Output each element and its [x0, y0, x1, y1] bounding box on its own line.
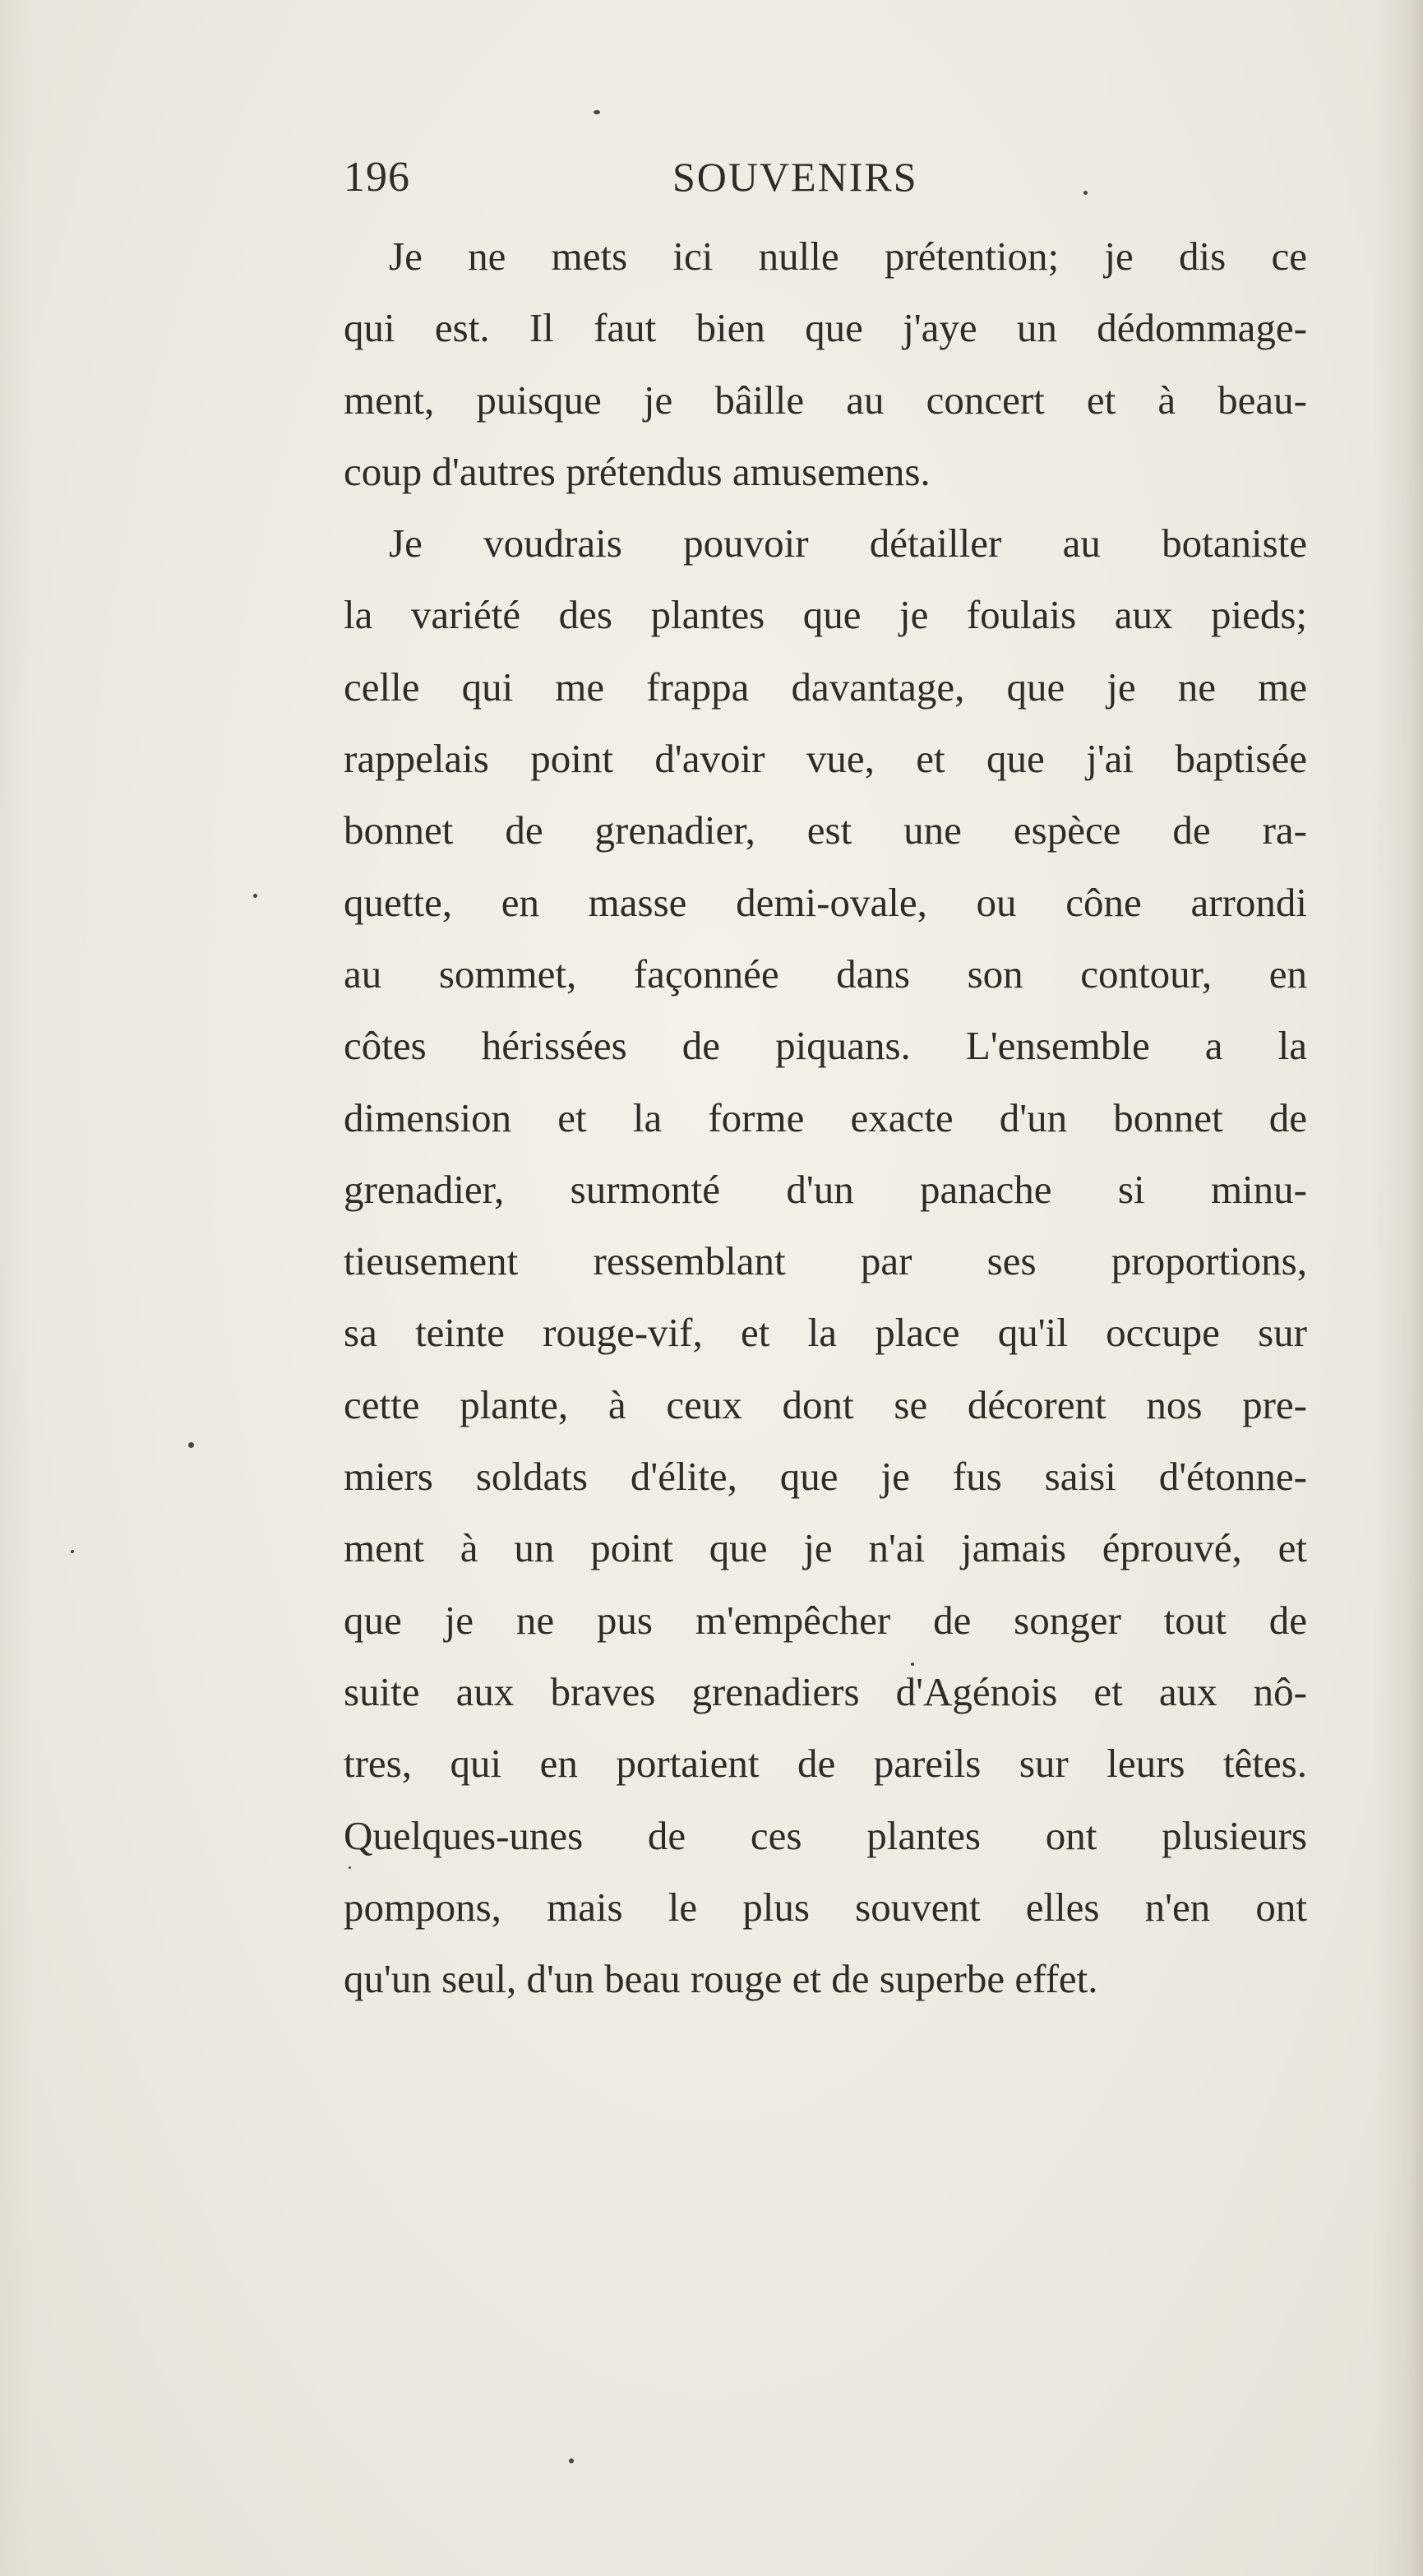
text-line: rappelais point d'avoir vue, et que j'ai baptisée: [344, 736, 1307, 782]
text-line: celle qui me frappa davantage, que je ne me: [344, 664, 1307, 710]
paper-speck: [569, 2458, 574, 2463]
running-head: [344, 148, 1018, 214]
text-line: Je voudrais pouvoir détailler au botaniste: [389, 520, 1307, 567]
text-line: Quelques-unes de ces plantes ont plusieurs: [344, 1812, 1307, 1858]
text-line: tieusement ressemblant par ses proportions,: [344, 1238, 1307, 1284]
text-line: la variété des plantes que je foulais aux pieds;: [344, 592, 1307, 638]
text-line: ment, puisque je bâille au concert et à beau-: [344, 377, 1307, 423]
text-line: ment à un point que je n'ai jamais éprouvé, et: [344, 1525, 1307, 1571]
paper-speck: [349, 1866, 351, 1869]
running-title: SOUVENIRS: [672, 154, 918, 200]
text-line: pompons, mais le plus souvent elles n'en ont: [344, 1884, 1307, 1930]
text-line: qu'un seul, d'un beau rouge et de superbe effet.: [344, 1956, 1098, 2002]
paper-speck: [1083, 191, 1088, 195]
page-number: 196: [344, 154, 410, 201]
text-line: miers soldats d'élite, que je fus saisi d'étonne-: [344, 1454, 1307, 1500]
text-line: bonnet de grenadier, est une espèce de ra-: [344, 807, 1307, 853]
body-text: [344, 220, 1307, 2014]
text-line: tres, qui en portaient de pareils sur leurs têtes.: [344, 1741, 1307, 1787]
text-line: au sommet, façonnée dans son contour, en: [344, 950, 1307, 997]
text-line: dimension et la forme exacte d'un bonnet de: [344, 1094, 1307, 1140]
paper-speck: [71, 1550, 74, 1553]
text-line: suite aux braves grenadiers d'Agénois et aux nô-: [344, 1668, 1307, 1714]
text-line: quette, en masse demi-ovale, ou cône arrondi: [344, 879, 1307, 925]
text-line: qui est. Il faut bien que j'aye un dédommage-: [344, 305, 1307, 351]
text-line: sa teinte rouge-vif, et la place qu'il occupe sur: [344, 1310, 1307, 1356]
paper-speck: [188, 1442, 194, 1448]
text-line: grenadier, surmonté d'un panache si minu-: [344, 1166, 1307, 1212]
paper-speck: [253, 894, 257, 898]
text-line: cette plante, à ceux dont se décorent nos pre-: [344, 1381, 1307, 1427]
text-line: que je ne pus m'empêcher de songer tout de: [344, 1597, 1307, 1643]
paper-speck: [911, 1663, 914, 1666]
text-line: côtes hérissées de piquans. L'ensemble a la: [344, 1023, 1307, 1069]
paper-speck: [594, 110, 600, 114]
page-edge-shadow-right: [1374, 0, 1423, 2576]
text-line: coup d'autres prétendus amusemens.: [344, 448, 931, 494]
page-edge-shadow-left: [0, 0, 33, 2576]
text-line: Je ne mets ici nulle prétention; je dis ce: [389, 234, 1307, 279]
